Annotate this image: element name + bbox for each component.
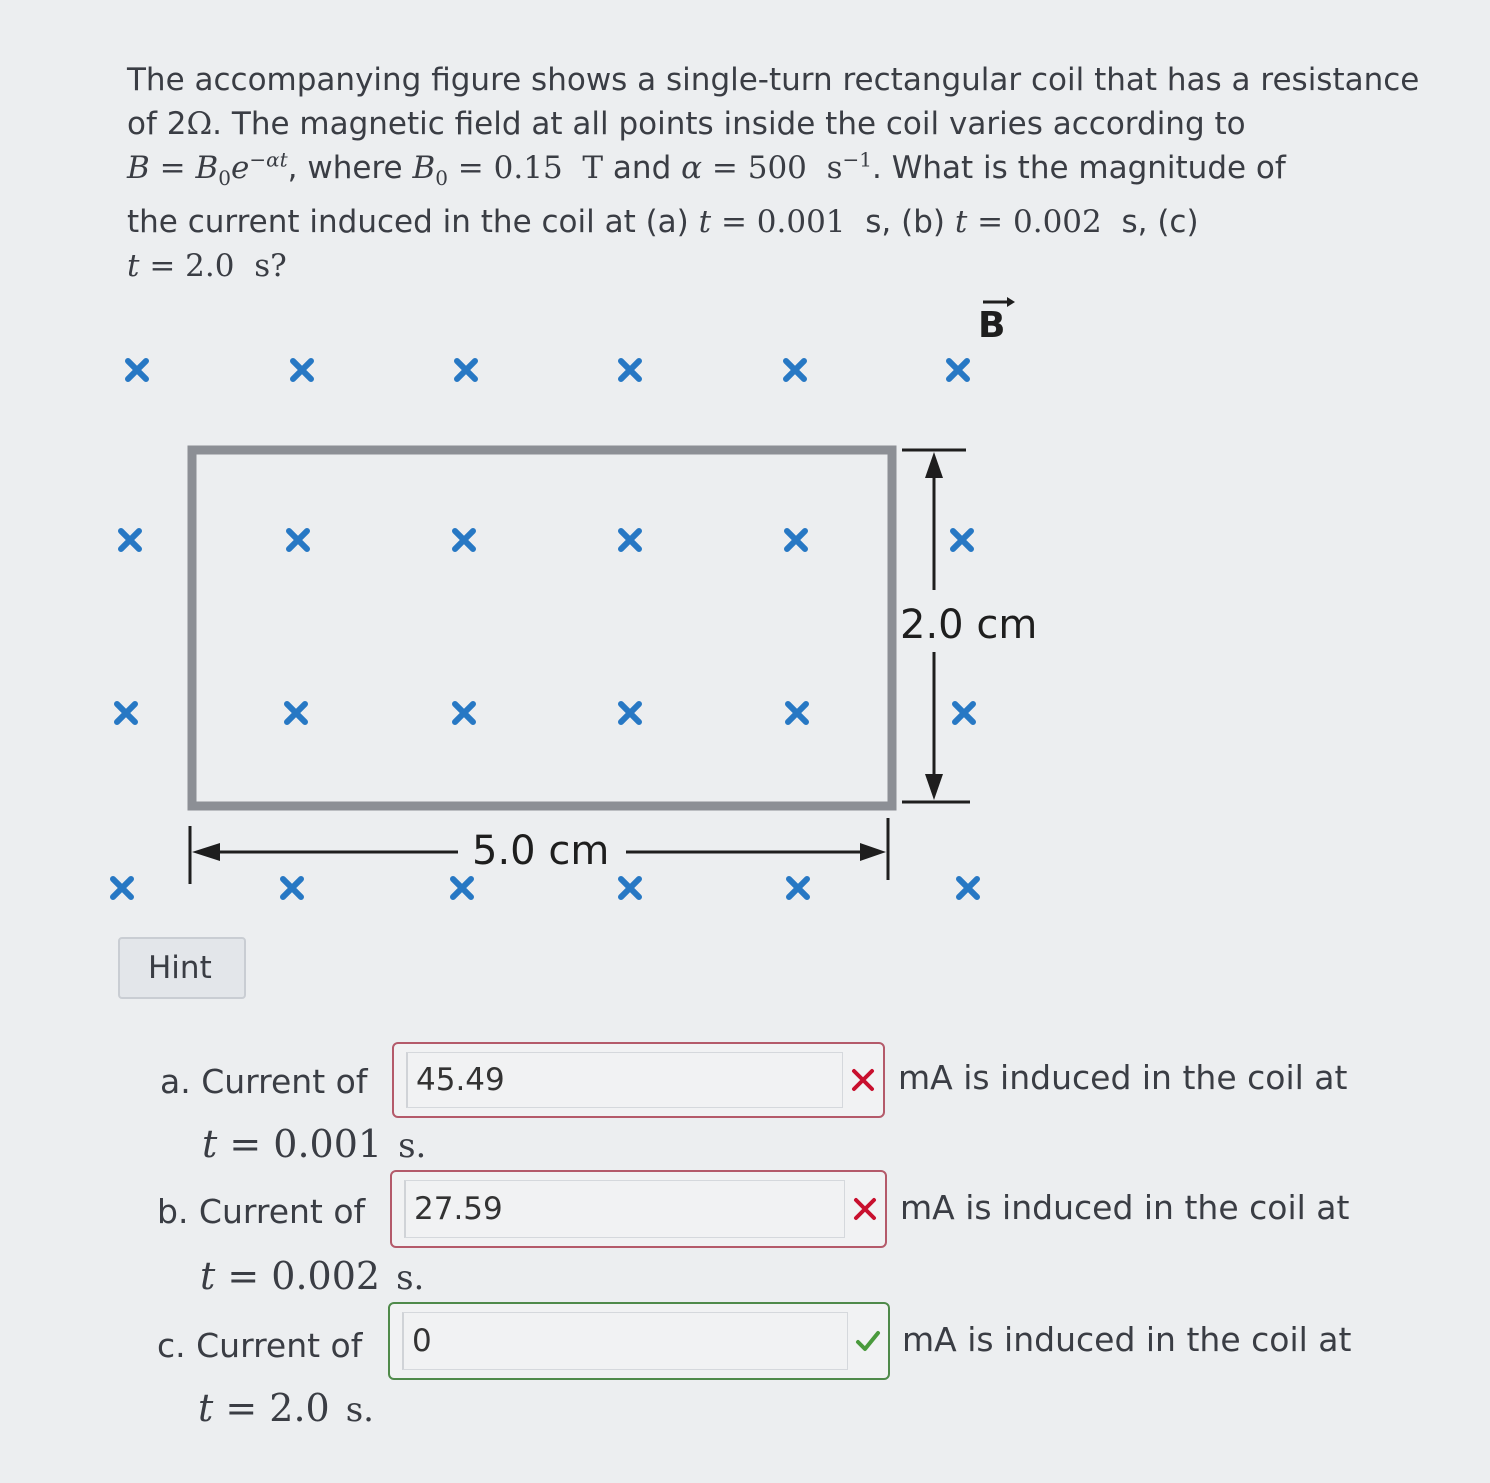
height-dimension xyxy=(900,450,1037,802)
incorrect-x-icon xyxy=(849,1066,877,1094)
field-cross-icon xyxy=(789,879,807,897)
answer-input-c[interactable] xyxy=(402,1312,848,1370)
field-cross-icon xyxy=(293,361,311,379)
field-cross-icon xyxy=(457,361,475,379)
problem-statement xyxy=(127,58,1437,288)
field-cross-icon xyxy=(283,879,301,897)
answer-label-a: a. Current of xyxy=(160,1062,368,1101)
field-cross-icon xyxy=(959,879,977,897)
answer-label-b: b. Current of xyxy=(157,1192,366,1231)
field-cross-icon xyxy=(121,531,139,549)
field-cross-icon xyxy=(113,879,131,897)
problem-line-2: of 2Ω. The magnetic field at all points inside the coil varies according to xyxy=(127,106,1246,142)
field-label-text: B xyxy=(978,305,1006,346)
field-cross-icon xyxy=(786,361,804,379)
problem-line-4: the current induced in the coil at (a) t = 0.001 s, (b) t = 0.002 s, (c) xyxy=(127,204,1199,241)
field-cross-icon xyxy=(128,361,146,379)
answer-input-b[interactable] xyxy=(404,1180,845,1238)
field-cross-icon xyxy=(455,531,473,549)
field-cross-icon xyxy=(955,704,973,722)
problem-line-3: $B = B_0e^{-\alpha t}$, where $B_0 = 0.15$ T and α = 500 $s^{-1}$. What is the magnitude of xyxy=(127,147,1286,191)
field-cross-icon xyxy=(621,361,639,379)
width-dimension xyxy=(190,818,888,884)
hint-button[interactable]: Hint xyxy=(118,937,246,999)
width-label: 5.0 cm xyxy=(472,828,610,874)
answer-time-c: t = 2.0 s. xyxy=(198,1386,374,1430)
answer-input-a[interactable] xyxy=(406,1052,843,1108)
field-cross-icon xyxy=(289,531,307,549)
field-cross-icon xyxy=(287,704,305,722)
answer-suffix-b: mA is induced in the coil at xyxy=(900,1188,1350,1227)
problem-line-5: t = 2.0 s? xyxy=(127,248,287,285)
field-cross-icon xyxy=(455,704,473,722)
field-cross-icon xyxy=(621,704,639,722)
field-cross-icon xyxy=(949,361,967,379)
answer-suffix-c: mA is induced in the coil at xyxy=(902,1320,1352,1359)
field-cross-icon xyxy=(953,531,971,549)
field-cross-icon xyxy=(117,704,135,722)
field-cross-icon xyxy=(787,531,805,549)
answer-label-c: c. Current of xyxy=(157,1326,363,1365)
correct-check-icon xyxy=(854,1327,882,1355)
answer-time-a: t = 0.001 s. xyxy=(202,1122,427,1166)
height-label: 2.0 cm xyxy=(900,602,1038,648)
answer-time-b: t = 0.002 s. xyxy=(200,1254,425,1298)
field-cross-icon xyxy=(621,879,639,897)
field-crosses xyxy=(113,361,977,897)
field-label xyxy=(978,297,1015,346)
answer-suffix-a: mA is induced in the coil at xyxy=(898,1058,1348,1097)
answer-box-b xyxy=(390,1170,887,1248)
field-cross-icon xyxy=(453,879,471,897)
incorrect-x-icon xyxy=(851,1195,879,1223)
answer-box-c xyxy=(388,1302,890,1380)
field-cross-icon xyxy=(788,704,806,722)
coil-rectangle xyxy=(192,450,892,806)
answer-box-a xyxy=(392,1042,885,1118)
problem-line-1: The accompanying figure shows a single-turn rectangular coil that has a resistance xyxy=(127,62,1420,98)
field-cross-icon xyxy=(621,531,639,549)
